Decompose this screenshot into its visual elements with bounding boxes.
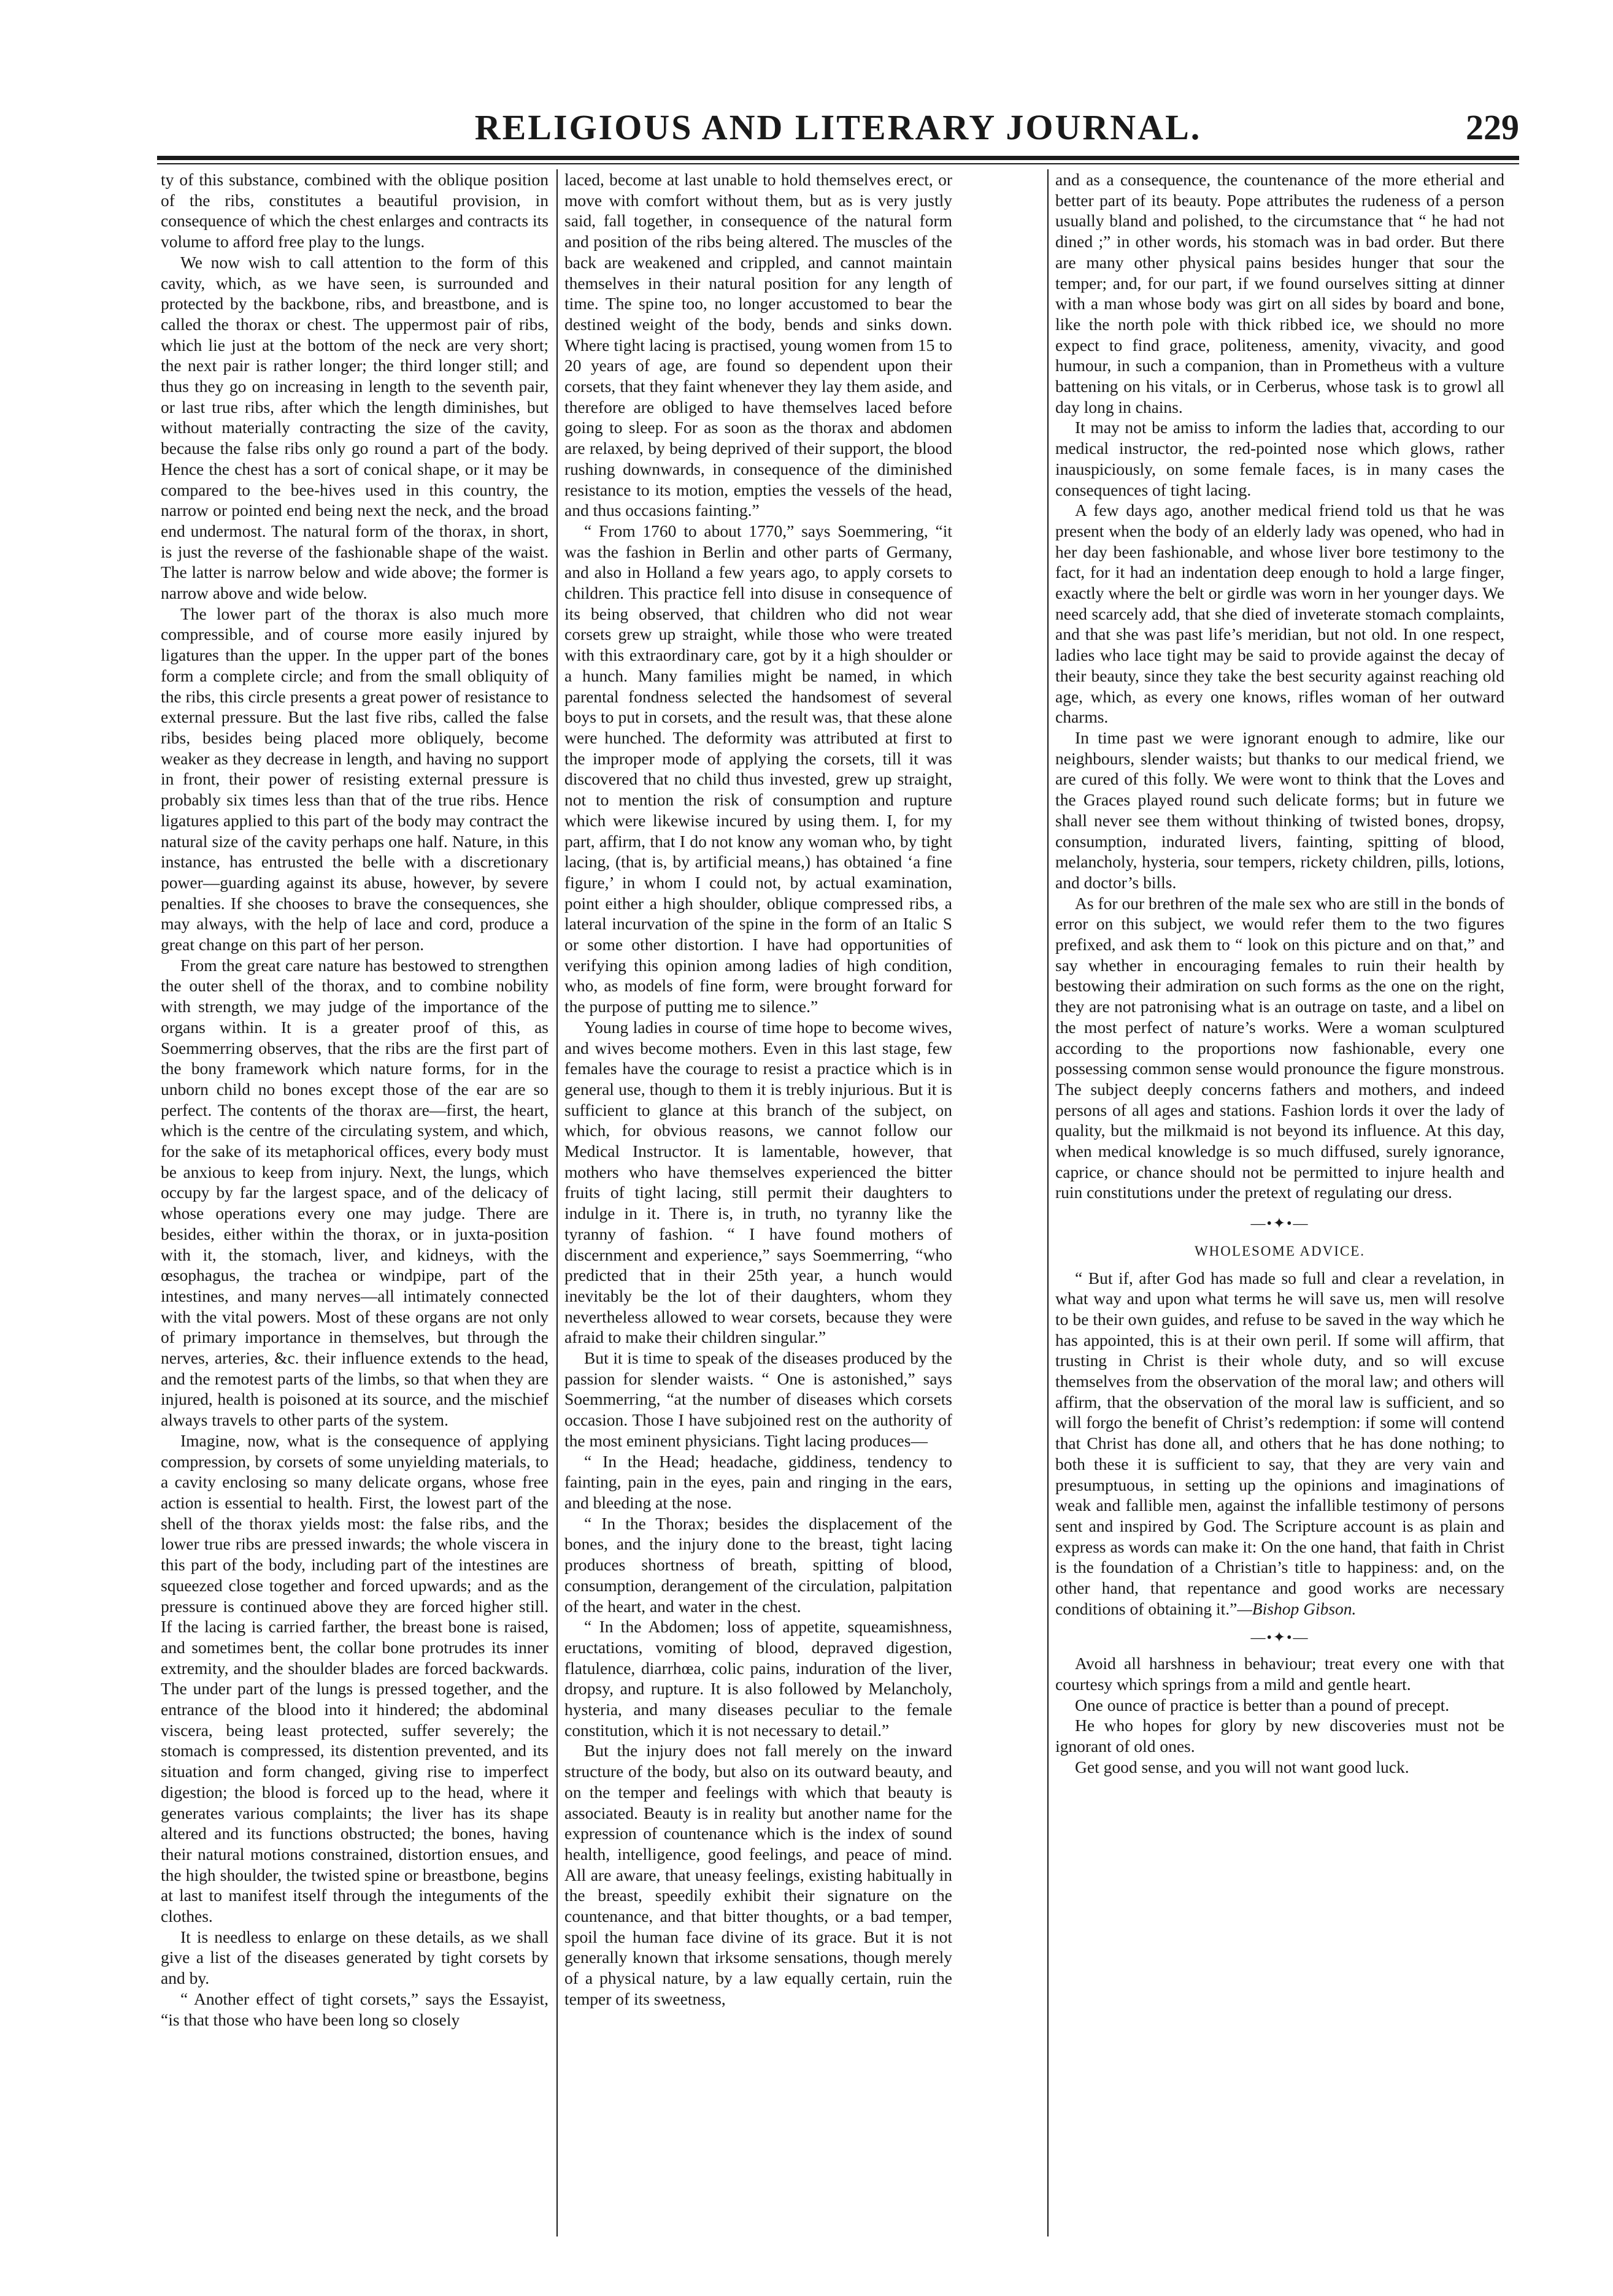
paragraph: ty of this substance, combined with the oblique position of the ribs, constitutes a beautiful provision, in consequence of which the chest enlarges and contracts its volume to afford free play to the lungs. — [161, 170, 549, 251]
paragraph: It is needless to enlarge on these details, as we shall give a list of the diseases generated by tight corsets by and by. — [161, 1927, 549, 1988]
paragraph: But it is time to speak of the diseases produced by the passion for slender waists. “ One is astonished,” says Soemmerring, “at the number of diseases which corsets occasion. Those I have subjoined rest on the authority of the most eminent physicians. Tight lacing produces— — [564, 1348, 952, 1450]
disease-list-item: “ In the Head; headache, giddiness, tendency to fainting, pain in the eyes, pain and ringing in the ears, and bleeding at the nose. — [564, 1451, 952, 1512]
masthead — [157, 103, 1519, 152]
paragraph: “ Another effect of tight corsets,” says the Essayist, “is that those who have been long so closely — [161, 1989, 549, 2029]
paragraph: Imagine, now, what is the consequence of applying compression, by corsets of some unyielding materials, to a cavity enclosing so many delicate organs, whose free action is essential to health. First, the lowest part of the shell of the thorax yields most: the false ribs, and the lower true ribs are pressed inwards; the whole viscera in this part of the body, including part of the intestines are squeezed close together and forced upwards; and as the pressure is continued above they are forced higher still. If the lacing is carried farther, the breast bone is raised, and sometimes bent, the collar bone protrudes its inner extremity, and the shoulder blades are forced backwards. The under part of the lungs is pressed together, and the entrance of the blood into it hindered; the abdominal viscera, being least protected, suffer severely; the stomach is compressed, its distention prevented, and its situation and form changed, giving rise to imperfect digestion; the blood is forced up to the head, where it generates various complaints; the liver has its shape altered and its functions obstructed; the bones, having their natural motions constrained, distortion ensues, and the high shoulder, the twisted spine or breastbone, begins at last to manifest itself through the integuments of the clothes. — [161, 1430, 549, 1926]
maxim: Avoid all harshness in behaviour; treat every one with that courtesy which springs from a mild and gentle heart. — [1055, 1654, 1504, 1694]
page-number: 229 — [1466, 107, 1519, 147]
column-3 — [1055, 169, 1504, 2255]
quotation-text: “ But if, after God has made so full and clear a revelation, in what way and upon what terms he will save us, men will resolve to be their own guides, and refuse to be saved in the way which he has appointed, this is at their own peril. If some will affirm, that trusting in Christ is their whole duty, and so will excuse themselves from the observation of the moral law; and others will affirm, that the observation of the moral law is sufficient, and so will forgo the benefit of Christ’s redemption: if some will contend that Christ has done all, and others that he has done nothing; to both these it is sufficient to say, that they are very vain and presumptuous, in setting up the opinions and imaginations of weak and fallible men, against the infallible testimony of persons sent and inspired by God. The Scripture account is as plain and express as words can make it: On the one hand, that faith in Christ is the foundation of a Christian’s title to happiness: and, on the other hand, that repentance and good works are necessary conditions of obtaining it.” — [1055, 1268, 1504, 1618]
column-divider-1 — [556, 169, 558, 2236]
column-divider-2 — [1047, 169, 1049, 2236]
quotation-attribution: —Bishop Gibson. — [1237, 1599, 1357, 1618]
disease-list-item: “ In the Thorax; besides the displacement of the bones, and the injury done to the breast, tight lacing produces shortness of breath, spitting of blood, consumption, derangement of the circulation, palpitation of the heart, and water in the chest. — [564, 1513, 952, 1616]
paragraph: A few days ago, another medical friend told us that he was present when the body of an elderly lady was opened, who had in her day been fashionable, and whose liver bore testimony to the fact, for it had an indentation deep enough to hold a large finger, exactly where the belt or girdle was worn in her younger days. We need scarcely add, that she died of inveterate stomach complaints, and that she was past life’s meridian, but not old. In one respect, ladies who lace tight may be said to provide against the decay of their beauty, since they take the best security against reaching old age, which, as every one knows, rifles woman of her outward charms. — [1055, 501, 1504, 727]
paragraph: But the injury does not fall merely on the inward structure of the body, but also on its outward beauty, and on the temper and feelings with which that beauty is associated. Beauty is in reality but another name for the expression of countenance which is the index of sound health, intelligence, good feelings, and peace of mind. All are aware, that uneasy feelings, existing habitually in the breast, speedily exhibit their signature on the countenance, and that bitter thoughts, or a bad temper, spoil the human face divine of its grace. But it is not generally known that irksome sensations, though merely of a physical nature, by a law equally certain, ruin the temper of its sweetness, — [564, 1741, 952, 2008]
paragraph: laced, become at last unable to hold themselves erect, or move with comfort without them, but as is very justly said, fall together, in consequence of the natural form and position of the ribs being altered. The muscles of the back are weakened and crippled, and cannot maintain themselves in their natural position for any length of time. The spine too, no longer accustomed to bear the destined weight of the body, bends and sinks down. Where tight lacing is practised, young women from 15 to 20 years of age, are found so dependent upon their corsets, that they faint whenever they lay them aside, and therefore are obliged to have themselves laced before going to sleep. For as soon as the thorax and abdomen are relaxed, by being deprived of their support, the blood rushing downwards, in consequence of the diminished resistance to its motion, empties the vessels of the head, and thus occasions fainting.” — [564, 170, 952, 520]
maxim: Get good sense, and you will not want good luck. — [1075, 1757, 1409, 1776]
journal-title: RELIGIOUS AND LITERARY JOURNAL. — [474, 107, 1202, 147]
section-heading-wholesome-advice: WHOLESOME ADVICE. — [1194, 1243, 1366, 1259]
maxim: He who hopes for glory by new discoveries must not be ignorant of old ones. — [1055, 1716, 1504, 1756]
paragraph: Young ladies in course of time hope to become wives, and wives become mothers. Even in this last stage, few females have the courage to resist a practice which is in general use, though to them it is trebly injurious. But it is sufficient to glance at this branch of the subject, on which, for obvious reasons, we cannot follow our Medical Instructor. It is lamentable, however, that mothers who have themselves experienced the bitter fruits of tight lacing, still permit their daughters to indulge in it. There is, in truth, no tyranny like the tyranny of fashion. “ I have found mothers of discernment and experience,” says Soemmerring, “who predicted that in their 25th year, a hunch would inevitably be the lot of their daughters, whom they nevertheless allowed to wear corsets, because they were afraid to make their children singular.” — [564, 1017, 952, 1347]
maxim: One ounce of practice is better than a pound of precept. — [1075, 1695, 1450, 1714]
paragraph: As for our brethren of the male sex who are still in the bonds of error on this subject, we would refer them to the two figures prefixed, and ask them to “ look on this picture and on that,” and say whether in encouraging females to ruin their health by bestowing their admiration on such forms as the one on the right, they are not patronising what is an outrage on taste, and a libel on the most perfect of nature’s works. Were a woman sculptured according to the proportions now fashionable, every one possessing common sense would pronounce the figure monstrous. The subject deeply concerns fathers and mothers, and indeed persons of all ages and stations. Fashion lords it over the lady of quality, but the milkmaid is not beyond its influence. At this day, when medical knowledge is so much diffused, surely ignorance, caprice, or chance should not be permitted to injure health and ruin constitutions under the pretext of regulating our dress. — [1055, 893, 1504, 1202]
header-rule-thin — [157, 163, 1519, 164]
paragraph: In time past we were ignorant enough to admire, like our neighbours, slender waists; but thanks to our medical friend, we are cured of this folly. We were wont to think that the Loves and the Graces played round such delicate forms; but in future we shall never see them without thinking of twisted bones, dropsy, consumption, indurated livers, fainting, spitting of blood, melancholy, hysteria, sour tempers, rickety children, pills, lotions, and doctor’s bills. — [1055, 728, 1504, 892]
paragraph: “ From 1760 to about 1770,” says Soemmering, “it was the fashion in Berlin and other parts of Germany, and also in Holland a few years ago, to apply corsets to children. This practice fell into disuse in consequence of its being observed, that children who did not wear corsets grew up straight, while those who were treated with this extraordinary care, got by it a high shoulder or a hunch. Many families might be named, in which parental fondness selected the handsomest of several boys to put in corsets, and the result was, that these alone were hunched. The deformity was attributed at first to the improper mode of applying the corsets, till it was discovered that no child thus invested, grew up straight, not to mention the risk of consumption and rupture which were likewise incured by using them. I, for my part, affirm, that I do not know any woman who, by tight lacing, (that is, by artificial means,) has obtained ‘a fine figure,’ in whom I could not, by actual examination, point either a high shoulder, oblique compressed ribs, a lateral incurvation of the spine in the form of an Italic S or some other distortion. I have had opportunities of verifying this opinion among ladies of high condition, who, as models of fine form, were brought forward for the purpose of putting me to silence.” — [564, 521, 952, 1016]
header-rule-thick — [157, 156, 1519, 160]
section-ornament: —•✦•— — [1250, 1629, 1309, 1646]
paragraph: It may not be amiss to inform the ladies that, according to our medical instructor, the red-pointed nose which glows, rather inauspiciously, on some female faces, is in many cases the consequences of tight lacing. — [1055, 418, 1504, 499]
column-2 — [564, 169, 952, 2255]
paragraph: The lower part of the thorax is also much more compressible, and of course more easily injured by ligatures than the upper. In the upper part of the bones form a complete circle; and from the small obliquity of the ribs, this circle presents a great power of resistance to external pressure. But the last five ribs, called the false ribs, besides being placed more obliquely, become weaker as they decrease in length, and having no support in front, their power of resisting external pressure is probably six times less than that of the true ribs. Hence ligatures applied to this part of the body may contract the natural size of the cavity perhaps one half. Nature, in this instance, has entrusted the belle with a discretionary power—guarding against its abuse, however, by severe penalties. If she chooses to brave the consequences, she may always, with the help of lace and cord, produce a great change on this part of her person. — [161, 604, 549, 954]
paragraph: We now wish to call attention to the form of this cavity, which, as we have seen, is surrounded and protected by the backbone, ribs, and breastbone, and is called the thorax or chest. The uppermost pair of ribs, which lie just at the bottom of the neck are very short; the next pair is rather longer; the third longer still; and thus they go on increasing in length to the seventh pair, or last true ribs, after which the length diminishes, but without materially contracting the size of the cavity, because the false ribs only go round a part of the body. Hence the chest has a sort of conical shape, or it may be compared to the bee-hives used in this country, the narrow or pointed end being next the neck, and the broad end undermost. The natural form of the thorax, in short, is just the reverse of the fashionable shape of the waist. The latter is narrow below and wide above; the former is narrow above and wide below. — [161, 252, 549, 603]
disease-list-item: “ In the Abdomen; loss of appetite, squeamishness, eructations, vomiting of blood, depraved digestion, flatulence, diarrhœa, colic pains, induration of the liver, dropsy, and rupture. It is also followed by Melancholy, hysteria, and many diseases peculiar to the female constitution, which it is not necessary to detail.” — [564, 1617, 952, 1740]
paragraph: From the great care nature has bestowed to strengthen the outer shell of the thorax, and to combine nobility with strength, we may judge of the importance of the organs within. It is a greater proof of this, as Soemmerring observes, that the ribs are the first part of the bony framework which nature forms, for in the unborn child no bones except those of the ear are so perfect. The contents of the thorax are—first, the heart, which is the centre of the circulating system, and which, for the sake of its metaphorical offices, every body must be anxious to keep from injury. Next, the lungs, which occupy by far the largest space, and of the delicacy of whose operations every one may judge. There are besides, either within the thorax, or in juxta-position with it, the stomach, liver, and kidneys, with the œsophagus, the trachea or windpipe, part of the intestines, and many nerves—all intimately connected with the vital powers. Most of these organs are not only of primary importance in themselves, but through the nerves, arteries, &c. their influence extends to the head, and the remotest parts of the limbs, so that when they are injured, health is poisoned at its source, and the mischief always travels to other parts of the system. — [161, 955, 549, 1430]
quotation-paragraph — [1055, 1268, 1504, 1619]
paragraph: and as a consequence, the countenance of the more etherial and better part of its beauty. Pope attributes the rudeness of a person usually bland and polished, to the circumstance that “ he had not dined ;” in other words, his stomach was in bad order. But there are many other physical pains besides hunger that sour the temper; and, for our part, if we found ourselves sitting at dinner with a man whose body was girt on all sides by board and bone, like the north pole with thick ribbed ice, we should no more expect to find grace, politeness, amenity, vivacity, and good humour, in such a companion, than in Prometheus with a vulture battening on his vitals, or in Cerberus, whose task is to growl all day long in chains. — [1055, 170, 1504, 417]
section-ornament: —•✦•— — [1250, 1216, 1309, 1232]
column-1 — [161, 169, 549, 2255]
